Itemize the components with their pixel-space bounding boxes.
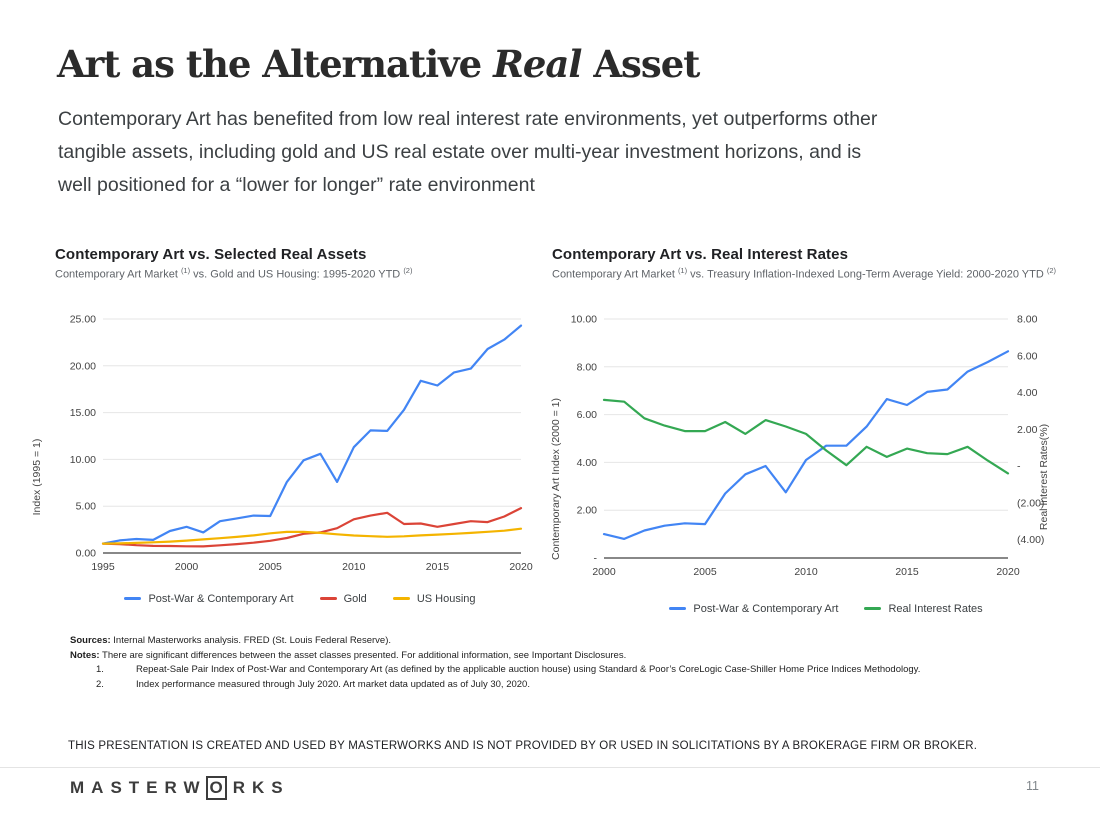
right-y-axis-tick-label: 6.00 [1017, 349, 1038, 362]
chart-title-interest-rates: Contemporary Art vs. Real Interest Rates [552, 246, 849, 263]
right-y-axis-tick-label: (2.00) [1017, 497, 1045, 510]
legend-interest-rates [552, 603, 1100, 615]
y-axis-tick-label: 2.00 [576, 504, 597, 517]
x-axis-tick-label: 2005 [693, 565, 717, 578]
y-axis-tick-label: 8.00 [576, 360, 597, 373]
y-axis-tick-label: 10.00 [570, 313, 597, 326]
logo-boxed-o: O [206, 776, 227, 800]
legend-dash-icon [320, 597, 337, 601]
slide-title [57, 42, 699, 86]
chart-subtitle-real-assets [55, 266, 545, 281]
x-axis-tick-label: 2015 [895, 565, 919, 578]
subtitle-text: vs. Gold and US Housing: 1995-2020 YTD [190, 268, 404, 281]
y-axis-tick-label: - [593, 552, 597, 565]
legend-item-us-housing [393, 593, 476, 605]
legend-dash-icon [393, 597, 410, 601]
chart-canvas-wrap [552, 293, 1100, 593]
right-y-axis-tick-label: (4.00) [1017, 533, 1045, 546]
y-axis-tick-label: 25.00 [69, 313, 96, 326]
y-axis-tick-label: 4.00 [576, 456, 597, 469]
subtitle-text: Contemporary Art Market [55, 268, 181, 281]
line-chart-interest-rates [552, 293, 1072, 593]
x-axis-tick-label: 2010 [342, 560, 366, 573]
series-line-us-housing [103, 528, 521, 543]
right-y-axis-tick-label: 2.00 [1017, 423, 1038, 436]
slide-title-italic: Real [493, 42, 582, 86]
y-axis-tick-label: 0.00 [75, 547, 96, 560]
legend-item-post-war-contemporary-art [124, 593, 293, 605]
subtitle-text: Contemporary Art Market [552, 268, 678, 281]
logo-text-pre: MASTERW [70, 778, 207, 797]
line-chart-real-assets [55, 293, 535, 583]
legend-label: Gold [343, 592, 367, 605]
y-axis-label-right: Real Interest Rates(%) [1038, 423, 1050, 530]
series-line-gold [103, 508, 521, 546]
right-y-axis-tick-label: 4.00 [1017, 386, 1038, 399]
x-axis-tick-label: 1995 [91, 560, 115, 573]
footnote-marker-2: (2) [1046, 266, 1057, 275]
right-y-axis-tick-label: 8.00 [1017, 313, 1038, 326]
legend-dash-icon [669, 607, 686, 611]
notes-label: Notes: [70, 649, 100, 661]
note-item-2 [70, 678, 1050, 693]
legend-item-post-war-contemporary-art [669, 603, 838, 615]
legend-label: Real Interest Rates [888, 602, 983, 615]
subtitle-text: vs. Treasury Inflation-Indexed Long-Term Average Yield: 2000-2020 YTD [687, 268, 1047, 281]
masterworks-logo [70, 776, 290, 800]
slide-title-pre: Art as the Alternative [57, 42, 494, 86]
legend-label: US Housing [416, 592, 476, 605]
x-axis-tick-label: 2020 [996, 565, 1020, 578]
legend-label: Post-War & Contemporary Art [693, 602, 839, 615]
page-number: 11 [1026, 779, 1039, 793]
intro-line-2: tangible assets, including gold and US real estate over multi-year investment horizons, and is [58, 141, 862, 163]
legend-item-real-interest-rates [864, 603, 982, 615]
note-text: Index performance measured through July 2020. Art market data updated as of July 30, 2020. [136, 678, 530, 690]
y-axis-tick-label: 5.00 [75, 500, 96, 513]
series-line-post-war-contemporary-art [604, 351, 1008, 539]
legend-real-assets [55, 593, 545, 605]
chart-canvas-wrap [31, 293, 545, 583]
logo-text-post: RKS [232, 778, 290, 797]
footnotes [70, 634, 1050, 692]
y-axis-label-left: Contemporary Art Index (2000 = 1) [550, 397, 562, 560]
footnote-marker-1: (1) [677, 266, 688, 275]
note-number: 2. [96, 678, 104, 690]
x-axis-tick-label: 2000 [174, 560, 199, 573]
chart-block-interest-rates [552, 246, 1100, 615]
chart-block-real-assets [31, 246, 545, 605]
intro-paragraph [58, 103, 1048, 202]
x-axis-tick-label: 2000 [592, 565, 616, 578]
footnote-marker-2: (2) [403, 266, 413, 275]
x-axis-tick-label: 2010 [794, 565, 818, 578]
x-axis-tick-label: 2015 [425, 560, 450, 573]
y-axis-tick-label: 15.00 [69, 406, 96, 419]
notes-line [70, 649, 1050, 664]
note-number: 1. [96, 664, 104, 675]
legend-dash-icon [124, 597, 141, 601]
chart-subtitle-interest-rates [552, 266, 1100, 281]
y-axis-tick-label: 20.00 [69, 359, 96, 372]
legend-dash-icon [864, 607, 881, 611]
notes-text: There are significant differences between the asset classes presented. For additional information, see Important Disclosures. [99, 649, 627, 661]
y-axis-label-left: Index (1995 = 1) [31, 438, 43, 516]
x-axis-tick-label: 2020 [509, 560, 533, 573]
chart-title-real-assets: Contemporary Art vs. Selected Real Assets [55, 246, 367, 263]
x-axis-tick-label: 2005 [258, 560, 282, 573]
sources-text: Internal Masterworks analysis. FRED (St. Louis Federal Reserve). [110, 635, 391, 646]
sources-line [70, 634, 1050, 649]
intro-line-1: Contemporary Art has benefited from low real interest rate environments, yet outperforms other [58, 108, 878, 130]
y-axis-tick-label: 6.00 [576, 408, 597, 421]
legend-label: Post-War & Contemporary Art [148, 592, 294, 605]
series-line-post-war-contemporary-art [103, 325, 521, 543]
footer-divider [0, 767, 1100, 768]
slide-title-post: Asset [581, 42, 700, 86]
right-y-axis-tick-label: - [1017, 460, 1021, 473]
disclaimer-text: THIS PRESENTATION IS CREATED AND USED BY MASTERWORKS AND IS NOT PROVIDED BY OR USED IN SOLICITATIONS BY A BROKERAGE FIRM OR BROKER. [68, 740, 978, 752]
intro-line-3: well positioned for a “lower for longer” rate environment [58, 174, 535, 196]
note-text: Repeat-Sale Pair Index of Post-War and Contemporary Art (as defined by the applicable auction house) using Standard & Poor’s CoreLogic Case-Shiller Home Price Indices Methodology. [136, 664, 921, 675]
legend-item-gold [320, 593, 367, 605]
footnote-marker-1: (1) [180, 266, 191, 275]
y-axis-tick-label: 10.00 [69, 453, 96, 466]
sources-label: Sources: [70, 635, 111, 646]
note-item-1 [70, 663, 1050, 678]
